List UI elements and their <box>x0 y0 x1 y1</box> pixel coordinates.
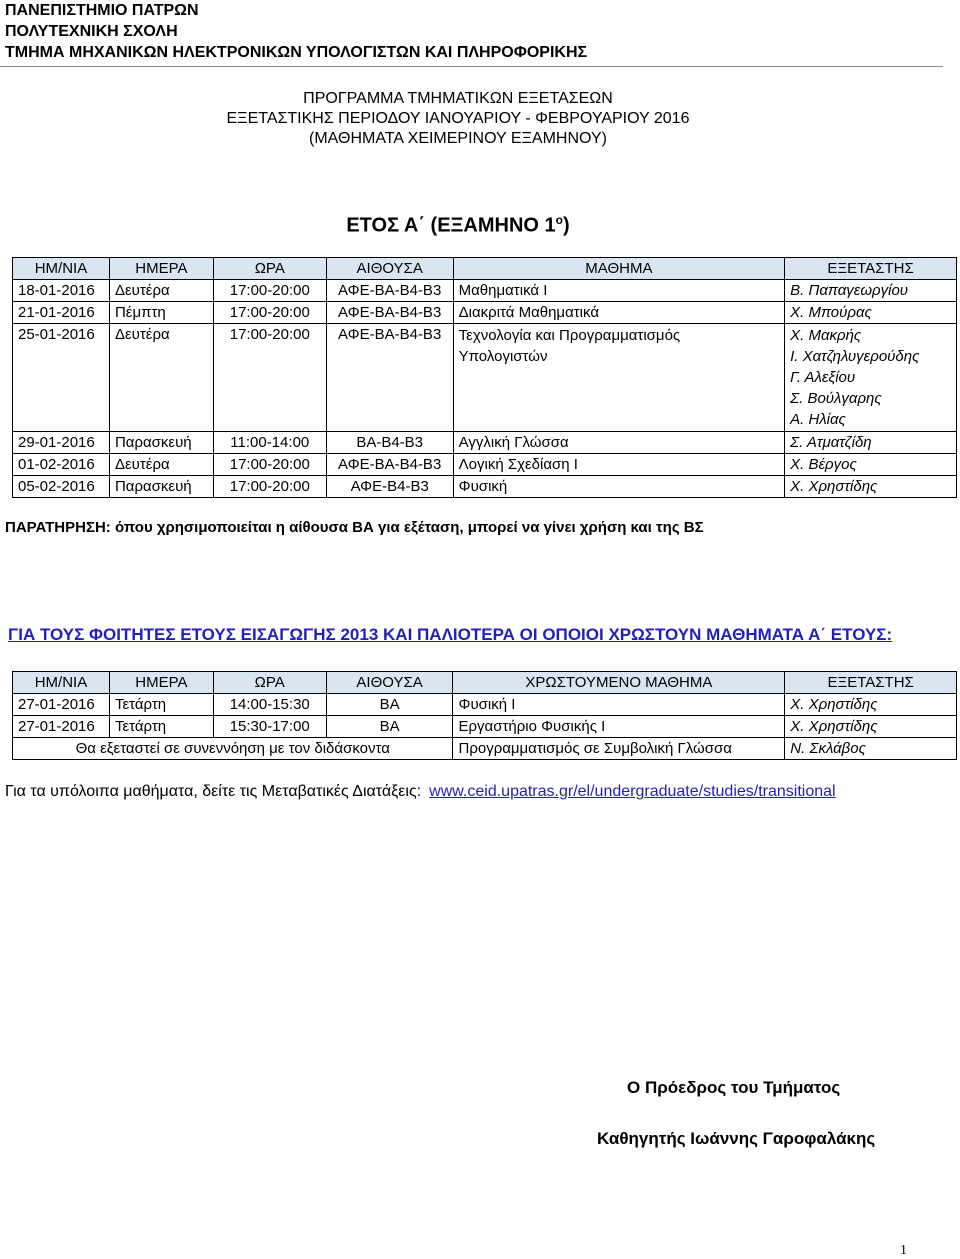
cell-day: Δευτέρα <box>109 454 213 476</box>
cell-examiner: Σ. Ατματζίδη <box>785 432 957 454</box>
cell-course: Μαθηματικά Ι <box>453 280 784 302</box>
transitional-provisions-link[interactable]: www.ceid.upatras.gr/el/undergraduate/studies/transitional <box>429 783 836 800</box>
title-line-2: ΕΞΕΤΑΣΤΙΚΗΣ ΠΕΡΙΟΔΟΥ ΙΑΝΟΥΑΡΙΟΥ - ΦΕΒΡΟΥΑΡΙΟΥ 2016 <box>226 110 690 127</box>
table-row <box>13 694 957 716</box>
cell-time: 17:00-20:00 <box>213 454 326 476</box>
cell-examiner: Χ. Μπούρας <box>785 302 957 324</box>
cell-course: Φυσική <box>453 476 784 498</box>
col-header-date: ΗΜ/ΝΙΑ <box>13 258 110 280</box>
cell-room: ΒΑ-Β4-Β3 <box>326 432 453 454</box>
signature-name: Καθηγητής Ιωάννης Γαροφαλάκης <box>597 1129 876 1148</box>
cell-date: 01-02-2016 <box>13 454 110 476</box>
cell-date: 18-01-2016 <box>13 280 110 302</box>
cell-arrangement-note: Θα εξεταστεί σε συνεννόηση με τον διδάσκοντα <box>13 738 453 760</box>
footer-text: Για τα υπόλοιπα μαθήματα, δείτε τις Μεταβατικές Διατάξεις: <box>5 783 422 800</box>
cell-room: ΑΦΕ-Β4-Β3 <box>326 476 453 498</box>
col-header-day: ΗΜΕΡΑ <box>109 258 213 280</box>
table-row <box>13 716 957 738</box>
cell-course: Αγγλική Γλώσσα <box>453 432 784 454</box>
cell-date: 05-02-2016 <box>13 476 110 498</box>
table-row <box>13 476 957 498</box>
table-row <box>13 454 957 476</box>
table-header-row <box>13 672 957 694</box>
cell-course: Φυσική Ι <box>453 694 785 716</box>
table-row <box>13 324 957 432</box>
table-row <box>13 302 957 324</box>
cell-course: Λογική Σχεδίαση Ι <box>453 454 784 476</box>
course-line: Τεχνολογία και Προγραμματισμός <box>458 327 681 344</box>
col-header-owed-course: ΧΡΩΣΤΟΥΜΕΝΟ ΜΑΘΗΜΑ <box>453 672 785 694</box>
cell-room: ΑΦΕ-ΒΑ-Β4-Β3 <box>326 302 453 324</box>
institution-header <box>5 0 587 63</box>
cell-time: 17:00-20:00 <box>213 324 326 432</box>
transitional-provisions-line <box>5 783 836 801</box>
school-name: ΠΟΛΥΤΕΧΝΙΚΗ ΣΧΟΛΗ <box>5 23 178 40</box>
cell-time: 11:00-14:00 <box>213 432 326 454</box>
cell-time: 17:00-20:00 <box>213 280 326 302</box>
university-name: ΠΑΝΕΠΙΣΤΗΜΙΟ ΠΑΤΡΩΝ <box>5 2 199 19</box>
cell-examiner: Χ. Βέργος <box>785 454 957 476</box>
page-number: 1 <box>900 1243 907 1258</box>
table-row <box>13 432 957 454</box>
cell-examiner: Χ. Χρηστίδης <box>785 716 957 738</box>
title-line-3: (ΜΑΘΗΜΑΤΑ ΧΕΙΜΕΡΙΝΟΥ ΕΞΑΜΗΝΟΥ) <box>309 130 607 147</box>
col-header-examiner: ΕΞΕΤΑΣΤΗΣ <box>785 258 957 280</box>
signature-title: Ο Πρόεδρος του Τμήματος <box>627 1078 841 1097</box>
cell-room: ΒΑ <box>326 694 453 716</box>
cell-date: 27-01-2016 <box>13 694 110 716</box>
col-header-day: ΗΜΕΡΑ <box>109 672 213 694</box>
cell-date: 21-01-2016 <box>13 302 110 324</box>
cell-date: 27-01-2016 <box>13 716 110 738</box>
col-header-date: ΗΜ/ΝΙΑ <box>13 672 110 694</box>
cell-day: Δευτέρα <box>109 280 213 302</box>
cell-day: Δευτέρα <box>109 324 213 432</box>
col-header-time: ΩΡΑ <box>213 258 326 280</box>
col-header-room: ΑΙΘΟΥΣΑ <box>326 258 453 280</box>
owed-courses-table <box>12 671 957 760</box>
col-header-time: ΩΡΑ <box>213 672 326 694</box>
remark-note: ΠΑΡΑΤΗΡΗΣΗ: όπου χρησιμοποιείται η αίθουσα ΒΑ για εξέταση, μπορεί να γίνει χρήση και της ΒΣ <box>5 519 704 536</box>
cell-day: Παρασκευή <box>109 432 213 454</box>
cell-day: Πέμπτη <box>109 302 213 324</box>
header-divider <box>0 66 943 67</box>
cell-room: ΑΦΕ-ΒΑ-Β4-Β3 <box>326 280 453 302</box>
document-title <box>0 89 916 149</box>
title-line-1: ΠΡΟΓΡΑΜΜΑ ΤΜΗΜΑΤΙΚΩΝ ΕΞΕΤΑΣΕΩΝ <box>303 90 613 107</box>
course-line: Υπολογιστών <box>458 348 548 365</box>
cell-examiner: Χ. Χρηστίδης <box>785 476 957 498</box>
table-header-row <box>13 258 957 280</box>
cell-examiner <box>785 324 957 432</box>
col-header-examiner: ΕΞΕΤΑΣΤΗΣ <box>785 672 957 694</box>
cell-day: Τετάρτη <box>109 694 213 716</box>
examiner-name: Σ. Βούλγαρης <box>790 390 882 407</box>
section-subtitle: ΓΙΑ ΤΟΥΣ ΦΟΙΤΗΤΕΣ ΕΤΟΥΣ ΕΙΣΑΓΩΓΗΣ 2013 ΚΑΙ ΠΑΛΙΟΤΕΡΑ ΟΙ ΟΠΟΙΟΙ ΧΡΩΣΤΟΥΝ ΜΑΘΗΜΑΤΑ Α΄ ΕΤΟΥΣ: <box>8 625 893 644</box>
table-row <box>13 738 957 760</box>
col-header-course: ΜΑΘΗΜΑ <box>453 258 784 280</box>
cell-time: 17:00-20:00 <box>213 476 326 498</box>
cell-examiner: Ν. Σκλάβος <box>785 738 957 760</box>
cell-day: Τετάρτη <box>109 716 213 738</box>
cell-room: ΑΦΕ-ΒΑ-Β4-Β3 <box>326 454 453 476</box>
cell-room: ΒΑ <box>326 716 453 738</box>
cell-date: 29-01-2016 <box>13 432 110 454</box>
cell-time: 17:00-20:00 <box>213 302 326 324</box>
examiner-name: Α. Ηλίας <box>790 411 846 428</box>
exam-schedule-table <box>12 257 957 498</box>
cell-day: Παρασκευή <box>109 476 213 498</box>
cell-room: ΑΦΕ-ΒΑ-Β4-Β3 <box>326 324 453 432</box>
cell-examiner: Β. Παπαγεωργίου <box>785 280 957 302</box>
col-header-room: ΑΙΘΟΥΣΑ <box>326 672 453 694</box>
examiner-name: Χ. Μακρής <box>790 327 862 344</box>
cell-time: 15:30-17:00 <box>213 716 326 738</box>
department-name: ΤΜΗΜΑ ΜΗΧΑΝΙΚΩΝ ΗΛΕΚΤΡΟΝΙΚΩΝ ΥΠΟΛΟΓΙΣΤΩΝ ΚΑΙ ΠΛΗΡΟΦΟΡΙΚΗΣ <box>5 44 588 61</box>
cell-course: Προγραμματισμός σε Συμβολική Γλώσσα <box>453 738 785 760</box>
cell-course <box>453 324 784 432</box>
year-title: ΕΤΟΣ Α΄ (ΕΞΑΜΗΝΟ $1^o$) <box>346 213 570 237</box>
table-row <box>13 280 957 302</box>
cell-date: 25-01-2016 <box>13 324 110 432</box>
examiner-name: Ι. Χατζηλυγερούδης <box>790 348 920 365</box>
examiner-name: Γ. Αλεξίου <box>790 369 856 386</box>
cell-time: 14:00-15:30 <box>213 694 326 716</box>
cell-examiner: Χ. Χρηστίδης <box>785 694 957 716</box>
cell-course: Εργαστήριο Φυσικής Ι <box>453 716 785 738</box>
cell-course: Διακριτά Μαθηματικά <box>453 302 784 324</box>
